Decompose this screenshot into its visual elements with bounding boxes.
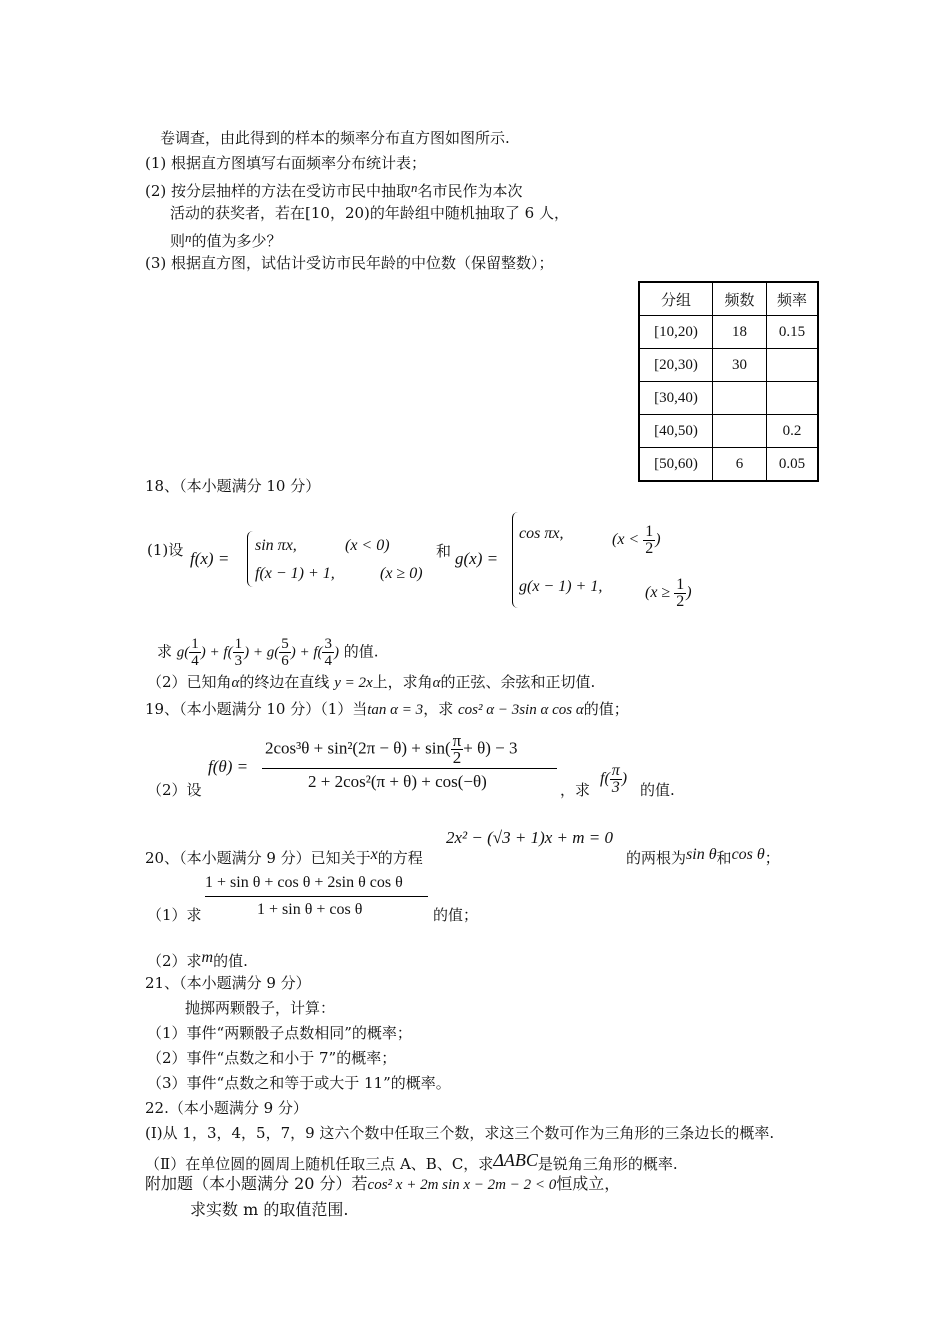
p18-expression-line: 求 g( $\frac{1}{4}$ ) + f( $\frac{1}{3}$ ) + g( $\frac{5}{6}$ ) + f( $\frac{3}{4}$ ) 的值. xyxy=(157,636,379,669)
table-cell: [30,40) xyxy=(639,382,713,415)
problem-20-heading: 20、（本小题满分 9 分）已知关于x的方程 xyxy=(145,846,423,867)
question-2-end: 则n的值为多少？ xyxy=(170,230,282,250)
f-theta-lhs: f(θ) = xyxy=(208,757,249,776)
p18-part1-label: (1)设 xyxy=(147,541,184,559)
p20-roots: 的两根为sin θ和cos θ； xyxy=(626,846,780,867)
g-definition-lhs: g(x) = xyxy=(455,549,499,568)
f-pi-over-3: f( $\frac{\pi}{3}$ ) xyxy=(600,762,628,796)
p21-part1: （1）事件“两颗骰子点数相同”的概率； xyxy=(147,1024,412,1042)
g-cond-2: (x ≥ $\frac{1}{2}$ ) xyxy=(645,576,692,610)
quadratic-equation: 2x² − (√3 + 1)x + m = 0 xyxy=(446,828,614,847)
p19-end: 的值. xyxy=(640,781,675,799)
f-definition-lhs: f(x) = xyxy=(190,549,230,568)
table-cell: 6 xyxy=(713,448,767,482)
p20-part1-label: （1）求 xyxy=(147,906,202,924)
g-case-2: g(x − 1) + 1, xyxy=(519,578,603,595)
table-cell: 18 xyxy=(713,316,767,349)
p20-numerator: 1 + sin θ + cos θ + 2sin θ cos θ xyxy=(205,874,403,891)
f-cond-1: (x < 0) xyxy=(345,537,390,554)
p21-part3: （3）事件“点数之和等于或大于 11”的概率。 xyxy=(147,1074,451,1092)
header-group: 分组 xyxy=(639,282,713,316)
header-count: 频数 xyxy=(713,282,767,316)
f-theta-denominator: 2 + 2cos²(π + θ) + cos(−θ) xyxy=(308,772,487,791)
question-2-cont: 活动的获奖者，若在[10，20)的年龄组中随机抽取了 6 人， xyxy=(170,204,569,222)
p20-part2: （2）求m的值. xyxy=(147,949,248,970)
problem-18-heading: 18、（本小题满分 10 分） xyxy=(145,477,321,495)
intro-line: 卷调查，由此得到的样本的频率分布直方图如图所示. xyxy=(160,129,510,147)
table-cell xyxy=(767,349,819,382)
p19-ask: ，求 xyxy=(560,781,591,799)
p21-part2: （2）事件“点数之和小于 7”的概率； xyxy=(147,1049,397,1067)
table-header-row xyxy=(639,282,818,316)
table-cell: 0.05 xyxy=(767,448,819,482)
table-cell: [10,20) xyxy=(639,316,713,349)
p21-intro: 抛掷两颗骰子，计算： xyxy=(185,999,336,1017)
bonus-problem-ask: 求实数 m 的取值范围. xyxy=(190,1200,349,1219)
fraction-bar xyxy=(262,768,557,769)
table-row xyxy=(639,415,818,448)
table-cell: [50,60) xyxy=(639,448,713,482)
table-row xyxy=(639,448,818,482)
table-cell: 0.15 xyxy=(767,316,819,349)
question-2: (2) 按分层抽样的方法在受访市民中抽取n名市民作为本次 xyxy=(145,180,523,200)
table-row xyxy=(639,382,818,415)
table-cell: 0.2 xyxy=(767,415,819,448)
header-rate: 频率 xyxy=(767,282,819,316)
g-cond-1: (x < $\frac{1}{2}$ ) xyxy=(612,523,661,557)
f-case-2: f(x − 1) + 1, xyxy=(255,565,335,582)
p19-part2-label: （2）设 xyxy=(147,781,202,799)
p20-part1-end: 的值； xyxy=(433,906,479,924)
question-3: (3) 根据直方图，试估计受访市民年龄的中位数（保留整数）； xyxy=(145,254,554,272)
table-cell: [20,30) xyxy=(639,349,713,382)
p22-part1: (I)从 1，3，4，5，7，9 这六个数中任取三个数，求这三个数可作为三角形的三条边长的概率. xyxy=(145,1124,775,1142)
fraction-bar xyxy=(205,896,428,897)
table-cell: [40,50) xyxy=(639,415,713,448)
f-cond-2: (x ≥ 0) xyxy=(380,565,423,582)
table-row xyxy=(639,349,818,382)
table-row xyxy=(639,316,818,349)
table-cell xyxy=(713,415,767,448)
table-cell xyxy=(713,382,767,415)
frequency-table xyxy=(638,281,819,482)
bonus-problem: 附加题（本小题满分 20 分）若cos² x + 2m sin x − 2m − 2 < 0恒成立， xyxy=(145,1174,621,1193)
p18-part2: （2）已知角α的终边在直线 y = 2x上，求角α的正弦、余弦和正切值. xyxy=(147,673,596,691)
f-case-1: sin πx, xyxy=(255,537,297,554)
problem-19-heading: 19、（本小题满分 10 分）（1）当tan α = 3，求 cos² α − 3sin α cos α的值； xyxy=(145,700,629,718)
question-1: (1) 根据直方图填写右面频率分布统计表； xyxy=(145,154,427,172)
problem-21-heading: 21、（本小题满分 9 分） xyxy=(145,974,311,992)
table-cell xyxy=(767,382,819,415)
g-case-1: cos πx, xyxy=(519,525,564,542)
p20-denominator: 1 + sin θ + cos θ xyxy=(257,901,363,918)
f-theta-numerator: 2cos³θ + sin²(2π − θ) + sin( $\frac{\pi}{2}$ + θ) − 3 xyxy=(265,731,518,767)
table-cell: 30 xyxy=(713,349,767,382)
problem-22-heading: 22.（本小题满分 9 分） xyxy=(145,1099,308,1117)
and-word: 和 xyxy=(436,542,452,560)
p22-part2: （Ⅱ）在单位圆的圆周上随机任取三点 A、B、C，求ΔABC是锐角三角形的概率. xyxy=(145,1150,678,1173)
